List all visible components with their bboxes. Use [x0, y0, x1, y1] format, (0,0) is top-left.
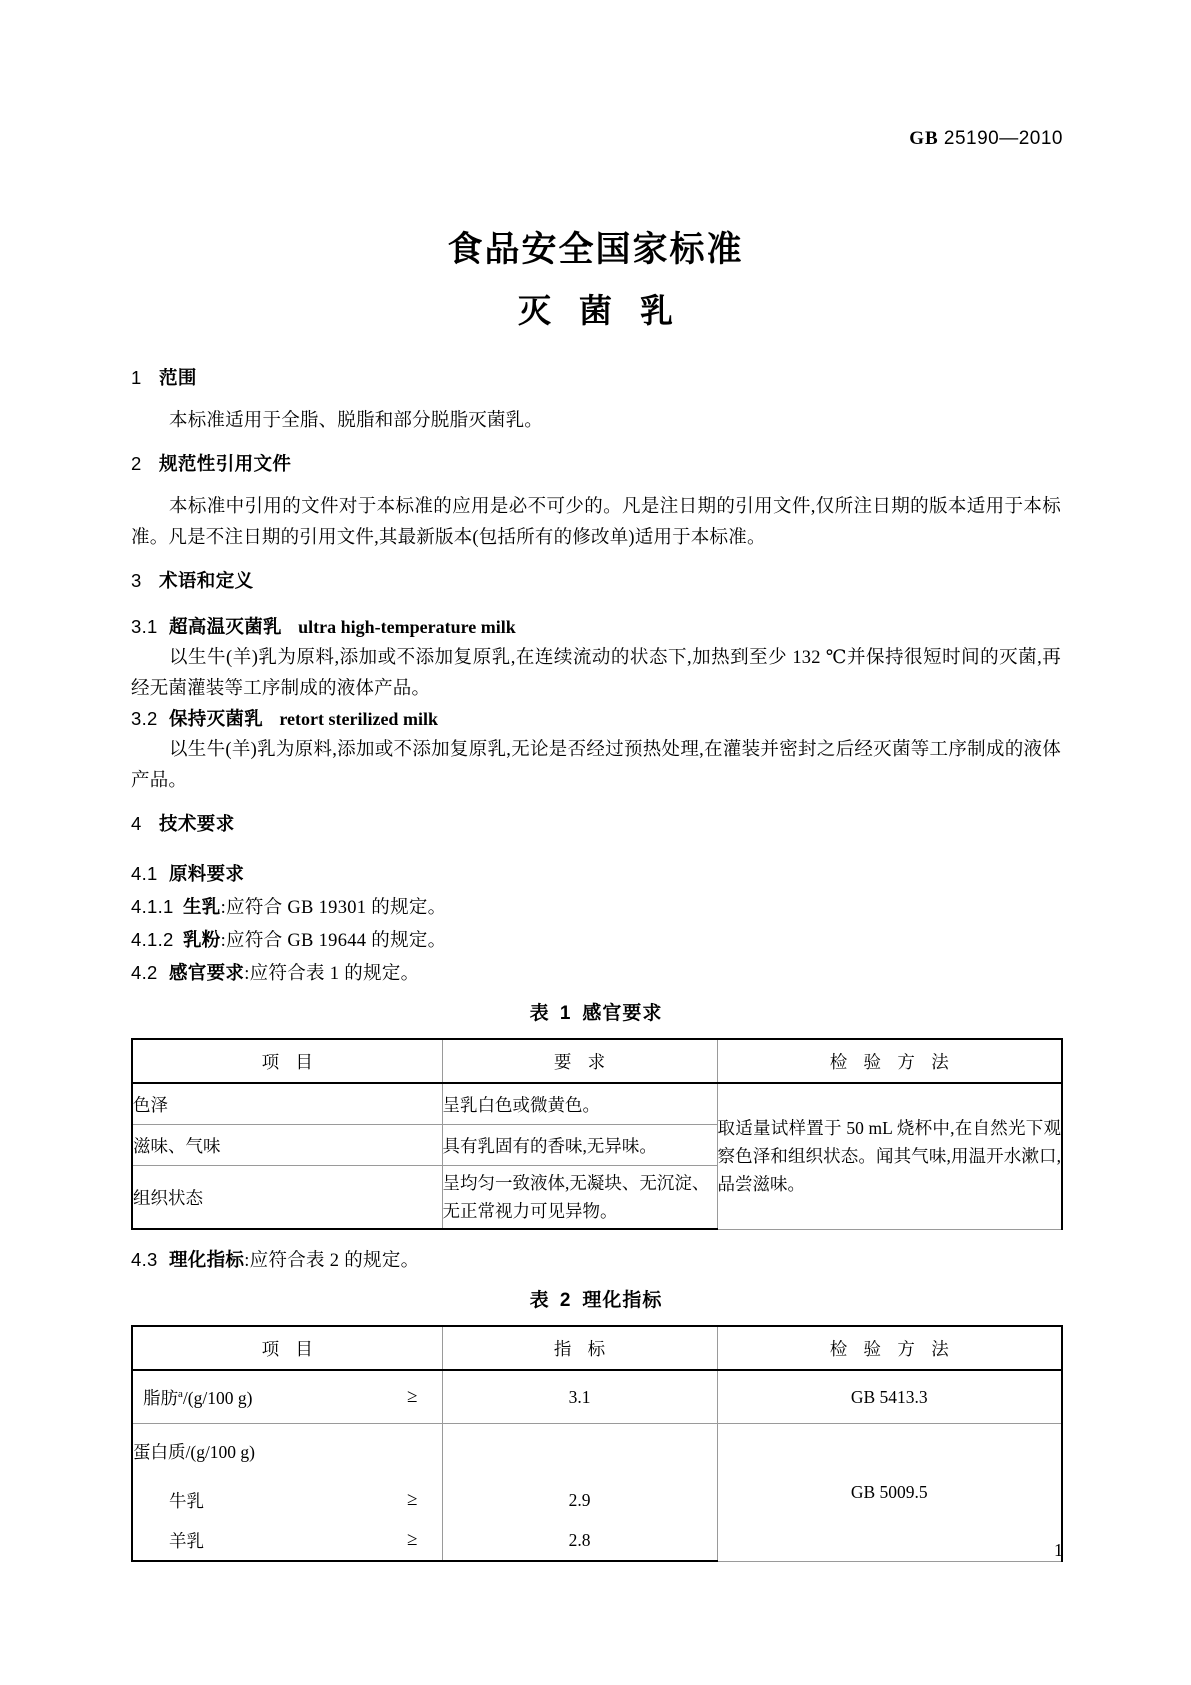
heading-section-3-1: [131, 613, 1061, 639]
section-4-1-1-body: :应符合 GB 19301 的规定。: [220, 898, 447, 918]
table-2-r2-method: GB 5009.5: [717, 1424, 1062, 1562]
document-subtitle: 灭菌乳: [518, 292, 701, 329]
section-3-2-term-en: retort sterilized milk: [279, 709, 438, 729]
table-2-r1-item-name: 脂肪: [143, 1387, 178, 1408]
section-4-title: 技术要求: [159, 813, 235, 834]
table-2-r2-group-label: 蛋白质/(g/100 g): [132, 1424, 442, 1481]
document-title: 食品安全国家标准: [447, 230, 744, 269]
table-2-caption-number: 表 2: [529, 1290, 574, 1311]
section-3-1-definition: 以生牛(羊)乳为原料,添加或不添加复原乳,在连续流动的状态下,加热到至少 132 ℃并保持很短时间的灭菌,再经无菌灌装等工序制成的液体产品。: [131, 648, 1061, 699]
section-4-2-number: 4.2: [131, 962, 158, 983]
table-2-r1-method: GB 5413.3: [717, 1370, 1062, 1424]
table-2-r2b-item: [132, 1520, 442, 1561]
section-1-number: 1: [131, 367, 142, 388]
section-4-1-2-body: :应符合 GB 19644 的规定。: [220, 931, 447, 951]
table-2-r2a-item: [132, 1480, 442, 1520]
standard-prefix: GB: [909, 128, 939, 149]
section-4-1-1-number: 4.1.1: [131, 896, 174, 917]
table-1-header-row: [132, 1039, 1062, 1083]
section-4-number: 4: [131, 813, 142, 834]
table-1-r1-item: 色泽: [132, 1083, 442, 1125]
table-2-header-row: [132, 1326, 1062, 1370]
section-3-2-term-zh: 保持灭菌乳: [169, 708, 264, 729]
table-row: [132, 1424, 1062, 1481]
section-4-3-label: 理化指标: [169, 1249, 245, 1270]
section-4-3-number: 4.3: [131, 1249, 158, 1270]
table-1-method: 取适量试样置于 50 mL 烧杯中,在自然光下观察色泽和组织状态。闻其气味,用温开水漱口,品尝滋味。: [717, 1083, 1062, 1229]
table-2-r2a-operator: ≥: [407, 1489, 418, 1510]
table-1-col-method: 检 验 方 法: [717, 1039, 1062, 1083]
section-4-1-2-number: 4.1.2: [131, 929, 174, 950]
heading-section-4: [131, 810, 1061, 836]
table-1-caption-number: 表 1: [529, 1003, 574, 1024]
table-2-r2b-index: 2.8: [442, 1520, 717, 1561]
table-physicochemical-indicators: [131, 1325, 1063, 1562]
table-1-r1-requirement: 呈乳白色或微黄色。: [442, 1083, 717, 1125]
table-2-caption-text: 理化指标: [582, 1290, 663, 1311]
table-2-r2a-index: 2.9: [442, 1480, 717, 1520]
table-2-col-method: 检 验 方 法: [717, 1326, 1062, 1370]
section-4-2-label: 感官要求: [169, 962, 245, 983]
section-3-1-number: 3.1: [131, 616, 158, 637]
heading-section-4-1-1: [131, 893, 1061, 919]
table-2-r1-item-text: [143, 1385, 252, 1410]
section-1-paragraph: 本标准适用于全脂、脱脂和部分脱脂灭菌乳。: [169, 411, 544, 431]
table-2-r2b-operator: ≥: [407, 1529, 418, 1550]
section-4-2-body: :应符合表 1 的规定。: [244, 964, 420, 984]
heading-section-4-1-2: [131, 926, 1061, 952]
table-row: [132, 1370, 1062, 1424]
section-3-number: 3: [131, 570, 142, 591]
section-4-1-1-label: 生乳: [183, 896, 221, 917]
table-2-r1-item-unit: /(g/100 g): [182, 1387, 253, 1408]
heading-section-4-1: [131, 860, 1061, 886]
table-sensory-requirements: [131, 1038, 1063, 1230]
page-number: 1: [1054, 1540, 1063, 1560]
section-3-1-term-en: ultra high-temperature milk: [298, 617, 516, 637]
table-1-col-item: 项 目: [132, 1039, 442, 1083]
heading-section-1: [131, 364, 1061, 390]
table-2-r2a-item-text: 牛乳: [169, 1490, 204, 1511]
section-3-2-definition: 以生牛(羊)乳为原料,添加或不添加复原乳,无论是否经过预热处理,在灌装并密封之后经灭菌等工序制成的液体产品。: [131, 740, 1061, 791]
document-body: [131, 364, 1061, 1562]
section-3-1-term-zh: 超高温灭菌乳: [169, 616, 282, 637]
table-1-caption: [131, 998, 1061, 1025]
section-4-3-body: :应符合表 2 的规定。: [244, 1251, 420, 1271]
heading-section-2: [131, 450, 1061, 476]
table-2-r2b-item-text: 羊乳: [169, 1530, 204, 1551]
section-2-title: 规范性引用文件: [159, 453, 292, 474]
table-1-caption-text: 感官要求: [582, 1003, 663, 1024]
table-2-r1-item: [132, 1370, 442, 1424]
heading-section-3: [131, 567, 1061, 593]
table-1-col-requirement: 要 求: [442, 1039, 717, 1083]
table-1-r3-item: 组织状态: [132, 1166, 442, 1230]
table-1-r2-requirement: 具有乳固有的香味,无异味。: [442, 1125, 717, 1166]
section-1-title: 范围: [159, 367, 197, 388]
table-1-r3-requirement: 呈均匀一致液体,无凝块、无沉淀、无正常视力可见异物。: [442, 1166, 717, 1230]
section-3-title: 术语和定义: [159, 570, 254, 591]
table-2-r2-index-empty: [442, 1424, 717, 1481]
table-1-r2-item: 滋味、气味: [132, 1125, 442, 1166]
section-4-1-title: 原料要求: [169, 863, 245, 884]
heading-section-3-2: [131, 705, 1061, 731]
table-2-col-index: 指 标: [442, 1326, 717, 1370]
table-2-caption: [131, 1285, 1061, 1312]
table-2-r1-index: 3.1: [442, 1370, 717, 1424]
table-2-r1-operator: ≥: [407, 1386, 418, 1407]
table-2-col-item: 项 目: [132, 1326, 442, 1370]
section-4-1-number: 4.1: [131, 863, 158, 884]
standard-number: 25190—2010: [943, 128, 1063, 149]
heading-section-4-2: [131, 959, 1061, 985]
section-2-number: 2: [131, 453, 142, 474]
heading-section-4-3: [131, 1246, 1061, 1272]
table-row: [132, 1083, 1062, 1125]
section-4-1-2-label: 乳粉: [183, 929, 221, 950]
section-3-2-number: 3.2: [131, 708, 158, 729]
table-2-r1-footnote-marker: a: [178, 1387, 183, 1400]
running-header: [909, 128, 1063, 150]
section-2-paragraph: 本标准中引用的文件对于本标准的应用是必不可少的。凡是注日期的引用文件,仅所注日期的版本适用于本标准。凡是不注日期的引用文件,其最新版本(包括所有的修改单)适用于本标准。: [131, 497, 1061, 548]
